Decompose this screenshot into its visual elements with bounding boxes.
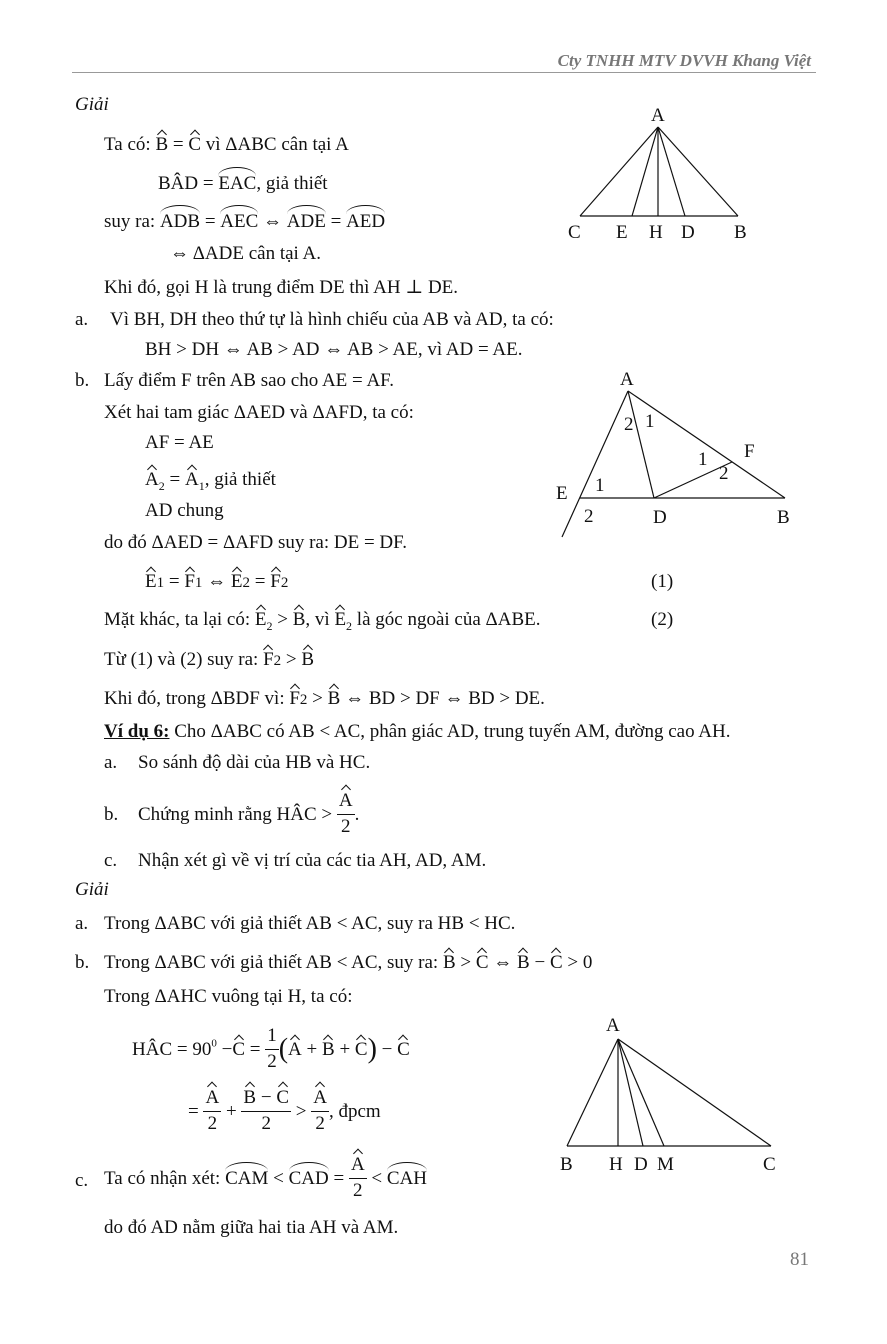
angle-B: B — [322, 1038, 335, 1060]
den: 2 — [207, 1112, 218, 1134]
figure-triangle-abc-1 — [560, 100, 760, 245]
text-b1: Lấy điểm F trên AB sao cho AE = AF. — [104, 370, 394, 391]
angle-F: F — [289, 688, 300, 709]
sub: 2 — [273, 653, 282, 669]
text: Từ (1) và (2) suy ra: — [104, 649, 264, 670]
zero: 0 — [582, 952, 593, 973]
text: Ta có nhận xét: — [104, 1167, 226, 1189]
label-D: D — [634, 1154, 648, 1175]
arc-CAH: CAH — [386, 1167, 428, 1189]
fraction-a-over-2 — [203, 1087, 221, 1136]
angle-C: C — [354, 1038, 368, 1060]
angle-C: C — [397, 1038, 410, 1060]
num: 1 — [265, 1025, 279, 1050]
text-b1-6: do đó ΔAED = ΔAFD suy ra: DE = DF. — [104, 532, 407, 553]
label-sol-a: a. — [75, 913, 89, 934]
op: = — [325, 211, 347, 232]
label-F: F — [744, 441, 755, 462]
label-C: C — [568, 222, 581, 243]
line-bad-eac — [158, 174, 328, 193]
sub: 1 — [194, 575, 203, 591]
line-mat-khac — [104, 610, 541, 632]
segment-AD — [618, 1039, 643, 1146]
sub: 1 — [156, 575, 165, 591]
arc-CAM: CAM — [225, 1167, 269, 1189]
text: Chứng minh rằng HÂC > — [138, 803, 337, 825]
equation-number-1: (1) — [651, 571, 674, 592]
arc-EAC: EAC — [218, 173, 257, 194]
label-D: D — [653, 507, 667, 528]
op: = — [188, 1100, 204, 1122]
fraction-a-over-2 — [311, 1087, 329, 1136]
angle-B: B — [442, 952, 456, 973]
den: 2 — [267, 1050, 277, 1072]
sub: 2 — [299, 692, 308, 708]
sub: 2 — [242, 575, 251, 591]
angle-A: A — [184, 469, 199, 490]
den: 2 — [315, 1112, 325, 1134]
figure-triangle-aed — [550, 365, 800, 545]
degree: 0 — [211, 1037, 217, 1050]
op: > — [281, 649, 302, 670]
label-H: H — [609, 1154, 623, 1175]
angle-E: E — [145, 571, 157, 592]
op: + — [301, 1038, 322, 1060]
angle-A: A — [338, 790, 353, 811]
text-sol-b-2: Trong ΔAHC vuông tại H, ta có: — [104, 986, 353, 1007]
angle-F: F — [184, 571, 195, 592]
label-B: B — [560, 1154, 573, 1175]
text: ⇔ BD > DF ⇔ BD > DE. — [340, 688, 545, 709]
angle-B: B — [517, 952, 530, 973]
op: ⇔ — [488, 952, 518, 973]
sub: 2 — [266, 618, 273, 633]
sub: 2 — [280, 575, 289, 591]
op: + — [221, 1100, 242, 1122]
giai-heading-1: Giải — [75, 94, 109, 115]
example-label: Ví dụ 6: — [104, 721, 170, 742]
segment-AD — [628, 391, 654, 498]
arc-CAD: CAD — [288, 1167, 329, 1189]
text-a1: Vì BH, DH theo thứ tự là hình chiếu của AB và AD, ta có: — [110, 309, 554, 330]
text: BÂD = — [158, 173, 219, 194]
label-angle-E2: 2 — [584, 506, 594, 527]
text: , giả thiết — [204, 469, 276, 490]
paren-close: ) — [367, 1033, 377, 1065]
label-angle-F2: 2 — [719, 463, 729, 484]
op: < — [268, 1167, 289, 1189]
arc-AED: AED — [346, 211, 386, 232]
text-b1-3: AF = AE — [145, 432, 214, 453]
label-angle-F1: 1 — [698, 449, 708, 470]
segment-AE-ext — [562, 391, 628, 537]
label-b1: b. — [75, 370, 90, 391]
label-angle-E1: 1 — [595, 475, 605, 496]
angle-C: C — [475, 952, 489, 973]
angle-E: E — [230, 571, 243, 592]
text: Ta có: — [104, 134, 156, 155]
den: 2 — [340, 815, 351, 837]
header-rule — [72, 72, 816, 73]
text: HÂC = 90 — [132, 1038, 212, 1060]
op: = — [200, 211, 221, 232]
text-sol-a: Trong ΔABC với giả thiết AB < AC, suy ra HB < HC. — [104, 913, 516, 934]
op: = — [328, 1167, 349, 1189]
label-vd-c: c. — [104, 850, 118, 871]
angle-B: B — [292, 609, 306, 630]
text: vì ΔABC cân tại A — [201, 134, 349, 155]
label-a1: a. — [75, 309, 89, 330]
line-a2-a1 — [145, 470, 276, 492]
period: . — [354, 803, 360, 825]
angle-E: E — [334, 609, 347, 630]
sub: 2 — [346, 618, 353, 633]
angle-A: A — [350, 1154, 365, 1175]
line-tu-1-2 — [104, 650, 314, 669]
fraction-b-minus-c-over-2 — [241, 1087, 291, 1136]
line-ta-co — [104, 135, 349, 154]
op: > — [562, 952, 583, 973]
angle-C: C — [276, 1087, 290, 1108]
text: Cho ΔABC có AB < AC, phân giác AD, trung tuyến AM, đường cao AH. — [169, 721, 731, 742]
label-angle-A2: 2 — [624, 414, 634, 435]
text: Mặt khác, ta lại có: — [104, 609, 255, 630]
text-vd-a: So sánh độ dài của HB và HC. — [138, 752, 371, 773]
text-final: do đó AD nằm giữa hai tia AH và AM. — [104, 1217, 399, 1238]
label-angle-A1: 1 — [645, 411, 655, 432]
op: − — [216, 1038, 233, 1060]
example-6-statement — [104, 722, 730, 741]
angle-C: C — [549, 952, 563, 973]
op: = — [245, 1038, 266, 1060]
op: = — [164, 571, 185, 592]
text: , vì — [305, 609, 335, 630]
angle-A: A — [205, 1087, 220, 1108]
fraction-half — [265, 1025, 279, 1074]
angle-E: E — [254, 609, 267, 630]
angle-B: B — [327, 688, 341, 709]
line-khi-do-h: Khi đó, gọi H là trung điểm DE thì AH ⊥ DE. — [104, 277, 459, 298]
label-E: E — [556, 483, 568, 504]
label-M: M — [657, 1154, 674, 1175]
op: − — [376, 1038, 398, 1060]
label-H: H — [649, 222, 663, 243]
giai-heading-2: Giải — [75, 879, 109, 900]
label-E: E — [616, 222, 628, 243]
segment-AE — [632, 127, 658, 216]
line-suy-ra — [104, 212, 385, 231]
paren-open: ( — [278, 1033, 289, 1065]
text-vd-b — [138, 790, 359, 839]
line-e1-f1 — [145, 572, 288, 591]
den: 2 — [353, 1179, 363, 1201]
running-header: Cty TNHH MTV DVVH Khang Việt — [557, 51, 811, 70]
label-A: A — [620, 369, 634, 390]
angle-C: C — [188, 134, 202, 155]
op: > — [455, 952, 476, 973]
label-C: C — [763, 1154, 776, 1175]
equation-number-2: (2) — [651, 609, 674, 630]
angle-B: B — [243, 1087, 257, 1108]
segment-AB — [628, 391, 785, 498]
angle-F: F — [263, 649, 274, 670]
text-b1-5: AD chung — [145, 500, 224, 521]
text: là góc ngoài của ΔABE. — [352, 609, 541, 630]
label-D: D — [681, 222, 695, 243]
arc-ADB: ADB — [159, 211, 201, 232]
segment-AB — [658, 127, 738, 216]
text-b1-2: Xét hai tam giác ΔAED và ΔAFD, ta có: — [104, 402, 414, 423]
op: − — [256, 1087, 277, 1108]
op: ⇔ — [202, 571, 231, 592]
op: > — [291, 1100, 312, 1122]
op: = — [250, 571, 271, 592]
op: = — [164, 469, 185, 490]
label-A: A — [651, 105, 665, 126]
angle-B: B — [301, 649, 315, 670]
text-sol-c — [104, 1154, 427, 1203]
line-hac-result — [188, 1087, 381, 1136]
line-hac-formula — [132, 1025, 410, 1074]
den: 2 — [261, 1112, 271, 1134]
arc-AEC: AEC — [220, 211, 259, 232]
angle-A: A — [313, 1087, 327, 1108]
text: suy ra: — [104, 211, 160, 232]
figure-triangle-abc-2 — [550, 1010, 790, 1180]
label-B: B — [777, 507, 790, 528]
op: + — [334, 1038, 355, 1060]
angle-A: A — [145, 469, 159, 490]
text: , đpcm — [328, 1100, 381, 1122]
op: = — [168, 134, 189, 155]
op: > — [307, 688, 328, 709]
angle-A: A — [288, 1038, 302, 1060]
angle-B: B — [155, 134, 169, 155]
page-number: 81 — [790, 1249, 809, 1270]
label-sol-b: b. — [75, 952, 90, 973]
text: Khi đó, trong ΔBDF vì: — [104, 688, 290, 709]
label-vd-a: a. — [104, 752, 118, 773]
text-a1-2: BH > DH ⇔ AB > AD ⇔ AB > AE, vì AD = AE. — [145, 339, 523, 360]
op: > — [272, 609, 293, 630]
label-vd-b: b. — [104, 804, 119, 825]
fraction-a-over-2 — [349, 1154, 367, 1203]
arc-ADE: ADE — [286, 211, 326, 232]
line-ade-can: ⇔ ΔADE cân tại A. — [170, 243, 321, 264]
segment-AD — [658, 127, 685, 216]
op: − — [529, 952, 550, 973]
label-A: A — [606, 1015, 620, 1036]
segment-AC — [580, 127, 658, 216]
sub: 1 — [198, 478, 205, 493]
text-sol-b — [104, 953, 592, 972]
sub: 2 — [158, 478, 165, 493]
line-khi-do-bdf — [104, 689, 545, 708]
op: ⇔ — [258, 211, 287, 232]
angle-F: F — [270, 571, 281, 592]
angle-C: C — [232, 1038, 245, 1060]
fraction-a-over-2 — [337, 790, 355, 839]
op: < — [366, 1167, 387, 1189]
text: Trong ΔABC với giả thiết AB < AC, suy ra: — [104, 952, 443, 973]
label-B: B — [734, 222, 747, 243]
text-vd-c: Nhận xét gì về vị trí của các tia AH, AD, AM. — [138, 850, 487, 871]
label-sol-c: c. — [75, 1170, 89, 1191]
segment-AB — [567, 1039, 618, 1146]
text: , giả thiết — [256, 173, 328, 194]
